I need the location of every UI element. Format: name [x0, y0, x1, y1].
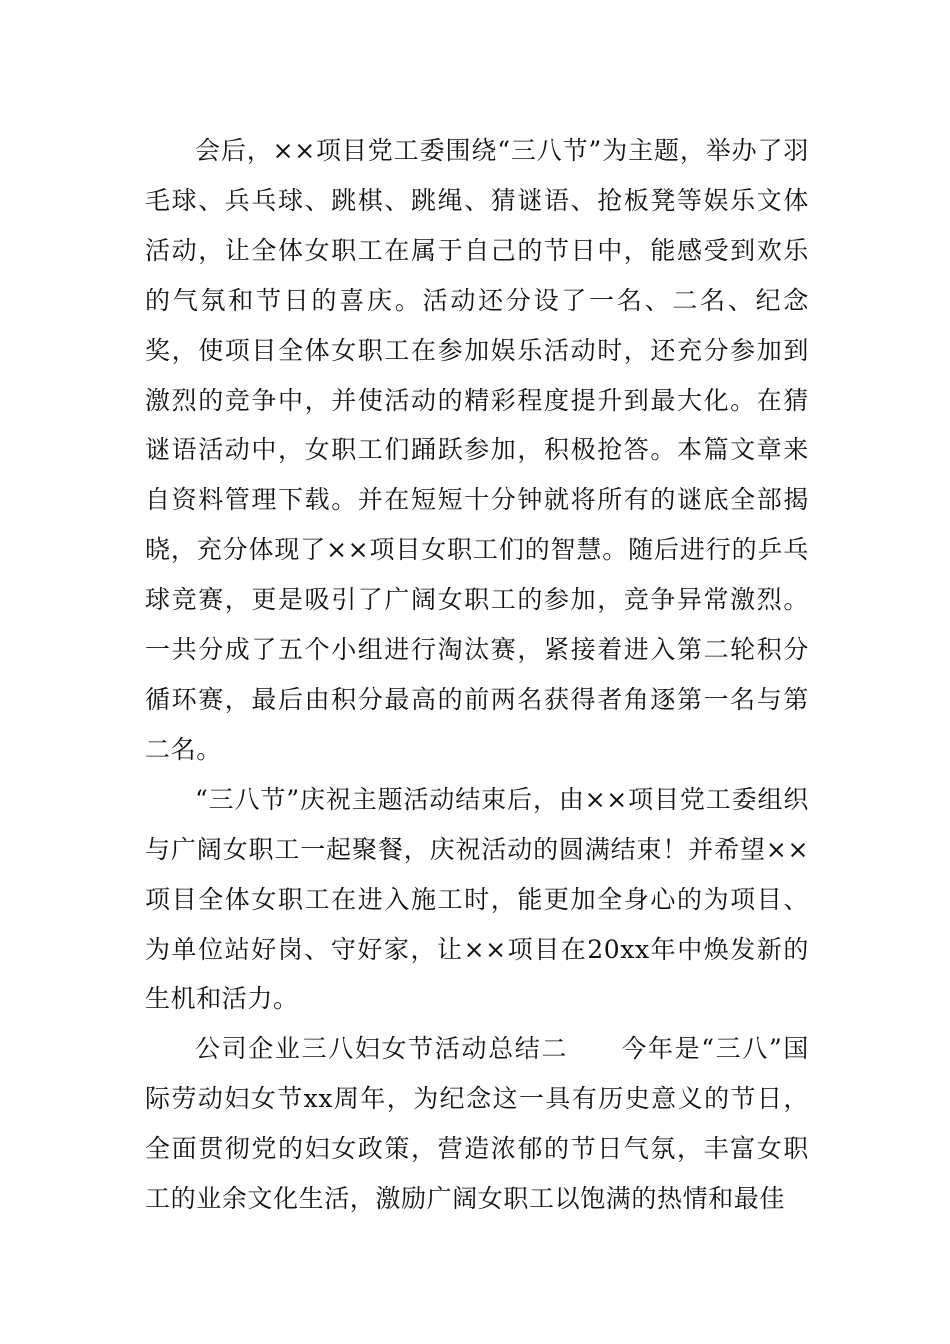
paragraph-1: 会后，××项目党工委围绕“三八节”为主题，举办了羽毛球、兵乓球、跳棋、跳绳、猜谜语、抢板凳等娱乐文体活动，让全体女职工在属于自己的节日中，能感受到欢乐的气氛和节日的喜庆。活动还分设了一名、二名、纪念奖，使项目全体女职工在参加娱乐活动时，还充分参加到激烈的竞争中，并使活动的精彩程度提升到最大化。在猜谜语活动中，女职工们踊跃参加，积极抢答。本篇文章来自资料管理下载。并在短短十分钟就将所有的谜底全部揭晓，充分体现了××项目女职工们的智慧。随后进行的乒乓球竞赛，更是吸引了广阔女职工的参加，竞争异常激烈。一共分成了五个小组进行淘汰赛，紧接着进入第二轮积分循环赛，最后由积分最高的前两名获得者角逐第一名与第二名。 — [145, 136, 809, 764]
paragraph-2: “三八节”庆祝主题活动结束后，由××项目党工委组织与广阔女职工一起聚餐，庆祝活动的圆满结束！并希望××项目全体女职工在进入施工时，能更加全身心的为项目、为单位站好岗、守好家，让××项目在20xx年中焕发新的生机和活力。 — [145, 784, 809, 1014]
document-body — [145, 126, 809, 1224]
paragraph-3: 公司企业三八妇女节活动总结二 今年是“三八”国际劳动妇女节xx周年，为纪念这一具有历史意义的节日，全面贯彻党的妇女政策，营造浓郁的节日气氛，丰富女职工的业余文化生活，激励广阔女职工以饱满的热情和最佳 — [145, 1034, 809, 1214]
